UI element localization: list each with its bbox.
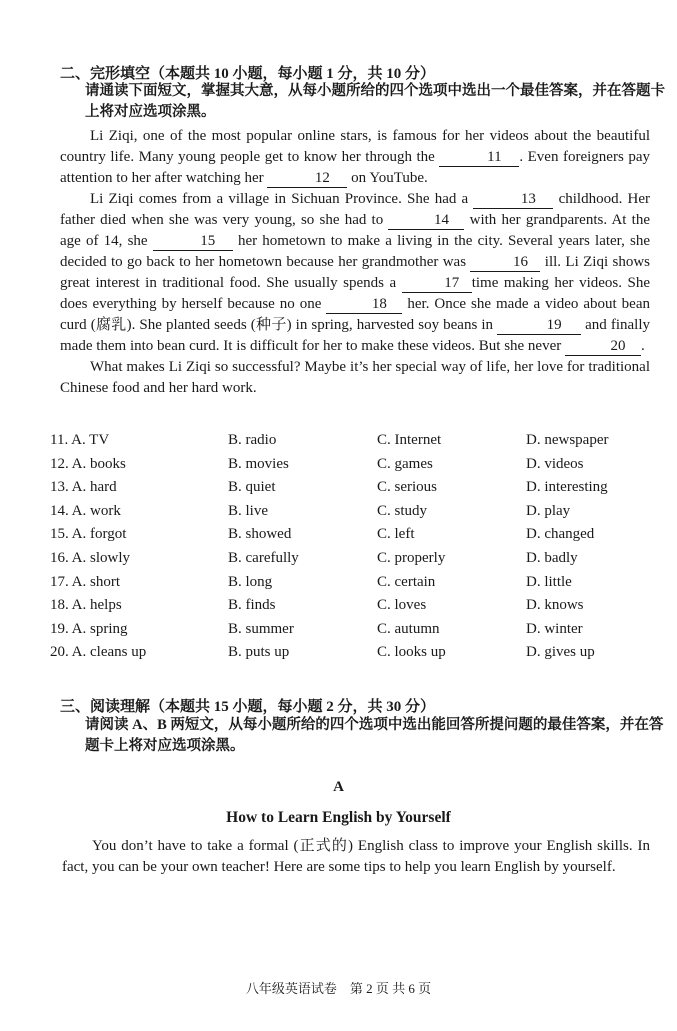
option-d: D. newspaper [526,432,609,448]
option-c: C. games [377,455,433,472]
blank-12: 12 [267,170,347,188]
passage-text: Li Ziqi comes from a village in Sichuan Province. She had a [90,191,474,207]
option-c: C. autumn [377,620,440,637]
option-c: C. left [377,526,415,543]
passage-text: . Even foreigners pay attention to her after watching her [60,149,650,186]
passage-text: her hometown to make a living in the city. Several years later, she decided to go back to her hometown because her grandmother was [60,233,651,270]
reading-section-heading: 三、阅读理解（本题共 15 小题，每小题 2 分，共 30 分） [60,699,436,715]
option-d: D. knows [526,597,584,614]
blank-18: 18 [326,296,402,314]
blank-20: 20 [565,338,641,356]
option-d: D. play [526,502,571,519]
cloze-paragraph-3: What makes Li Ziqi so successful? Maybe it’s her special way of life, her love for traditional Chinese food and her hard work. [60,359,650,396]
passage-text: Li Ziqi, one of the most popular online stars, is famous for her videos about the beautiful country life. Many young people get to know her through the [60,128,650,165]
option-c: C. serious [377,479,437,496]
option-c: C. certain [377,573,436,590]
option-a: 15. A. forgot [50,526,127,543]
cloze-section-heading: 二、完形填空（本题共 10 小题，每小题 1 分，共 10 分） [60,66,436,82]
option-a: 19. A. spring [50,620,128,637]
option-d: D. interesting [526,479,608,496]
option-a: 12. A. books [50,455,126,472]
option-row [50,550,650,574]
cloze-paragraph-2 [60,189,650,357]
option-d: D. videos [526,455,584,472]
passage-text: on YouTube. [347,170,428,186]
passage-text: . [641,338,645,354]
option-a: 13. A. hard [50,479,117,496]
option-a: 18. A. helps [50,597,122,614]
option-d: D. gives up [526,644,595,661]
option-b: B. radio [228,432,277,448]
option-d: D. badly [526,549,578,566]
passage-title: How to Learn English by Yourself [226,809,451,826]
passage-text: with her grandparents. At the age of 14, she [60,212,650,249]
cloze-instruction: 请通读下面短文，掌握其大意，从每小题所给的四个选项中选出一个最佳答案，并在答题卡上将对应选项涂黑。 [85,83,665,120]
reading-instruction: 请阅读 A、B 两短文，从每小题所给的四个选项中选出能回答所提问题的最佳答案，并在答题卡上将对应选项涂黑。 [85,717,664,754]
blank-16: 16 [470,254,540,272]
option-a: 16. A. slowly [50,549,131,566]
option-row [50,432,650,456]
option-c: C. Internet [377,432,442,448]
option-a: 11. A. TV [50,432,110,448]
option-c: C. loves [377,597,427,614]
passage-label: A [333,779,344,795]
blank-19: 19 [497,317,581,335]
option-a: 17. A. short [50,573,121,590]
page-footer: 八年级英语试卷 第 2 页 共 6 页 [245,981,432,996]
option-b: B. long [228,573,273,590]
passage-text: ill. Li Ziqi shows great interest in traditional food. She usually spends a [60,254,651,291]
blank-14: 14 [388,212,464,230]
option-a: 20. A. cleans up [50,644,147,661]
option-row [50,574,650,598]
option-c: C. looks up [377,644,446,661]
option-d: D. changed [526,526,595,543]
option-d: D. winter [526,620,583,637]
option-row [50,597,650,621]
option-d: D. little [526,573,572,590]
blank-11: 11 [439,149,519,167]
blank-15: 15 [153,233,233,251]
cloze-passage [60,126,650,399]
cloze-options-list [50,432,650,668]
option-b: B. showed [228,526,292,543]
passage-text: childhood. Her father died when she was very young, so she had to [60,191,650,228]
option-row [50,503,650,527]
option-row [50,644,650,668]
blank-13: 13 [473,191,553,209]
reading-passage [62,836,650,878]
option-c: C. study [377,502,428,519]
passage-text: and finally made them into bean curd. It is difficult for her to make these videos. But she never [60,317,650,354]
option-b: B. summer [228,620,294,637]
option-b: B. carefully [228,549,299,566]
option-b: B. quiet [228,479,276,496]
reading-paragraph-1: You don’t have to take a formal (正式的) English class to improve your English skills. In fact, you can be your own teacher! Here are some tips to help you learn English by yourself. [62,838,650,875]
passage-text: her. Once she made a video about bean curd (腐乳). She planted seeds (种子) in spring, harvested soy beans in [60,296,650,333]
option-row [50,456,650,480]
option-b: B. puts up [228,644,290,661]
passage-text: time making her videos. She does everything by herself because no one [60,275,651,312]
option-row [50,479,650,503]
cloze-paragraph-1 [60,126,650,189]
option-a: 14. A. work [50,502,121,519]
option-row [50,526,650,550]
option-b: B. finds [228,597,276,614]
option-b: B. movies [228,455,289,472]
option-c: C. properly [377,549,446,566]
option-b: B. live [228,502,268,519]
option-row [50,621,650,645]
blank-17: 17 [402,275,472,293]
